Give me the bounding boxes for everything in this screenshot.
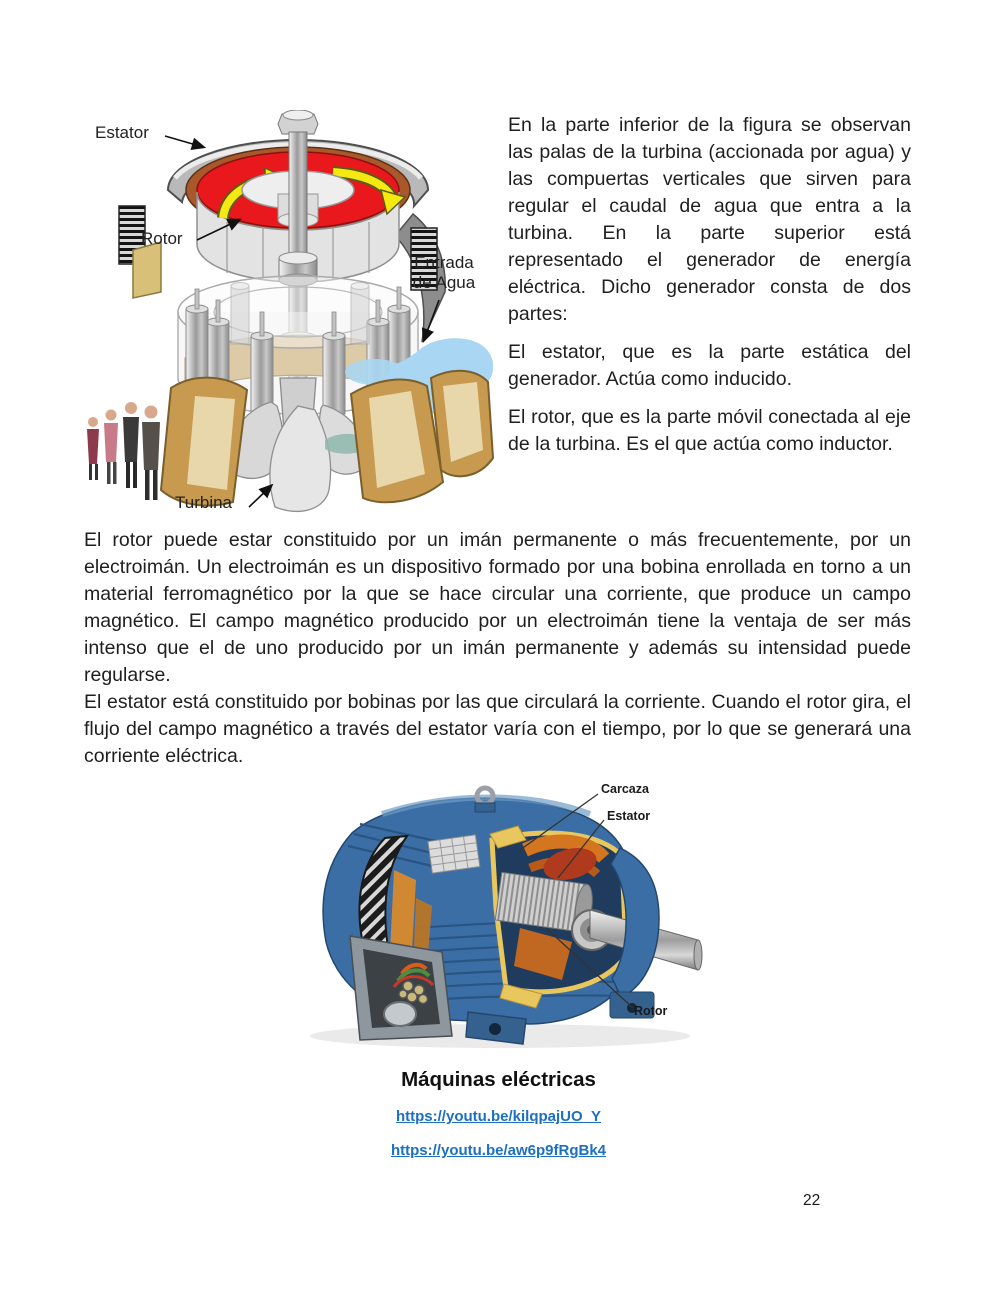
paragraph-rotor: El rotor, que es la parte móvil conectada al eje de la turbina. Es el que actúa como inductor.	[508, 406, 911, 455]
electric-motor-figure	[290, 778, 710, 1053]
side-text-column	[508, 112, 911, 469]
section-heading: Máquinas eléctricas	[401, 1068, 596, 1091]
page-number: 22	[803, 1192, 821, 1209]
paragraph-electroiman: El rotor puede estar constituido por un imán permanente o más frecuentemente, por un electroimán. Un electroimán es un dispositivo formado por una bobina enrollada en torno a un material ferromagnético por la que se hace circular una corriente, que produce un campo magnético. El campo magnético producido por un electroimán tiene la ventaja de ser más intenso que el de uno producido por un imán permanente y además su intensidad puede regularse.	[84, 529, 911, 686]
youtube-link-2[interactable]: https://youtu.be/aw6p9fRgBk4	[390, 1142, 607, 1159]
motor-label-estator: Estator	[607, 809, 651, 823]
turbine-generator-figure	[75, 110, 495, 530]
motor-label-rotor: Rotor	[634, 1004, 668, 1018]
turbine-label-estator: Estator	[95, 123, 149, 142]
paragraph-estator-bobinas: El estator está constituido por bobinas por las que circulará la corriente. Cuando el rotor gira, el flujo del campo magnético a través del estator varía con el tiempo, por lo que se generará una corriente eléctrica.	[84, 691, 911, 767]
paragraph-estator: El estator, que es la parte estática del generador. Actúa como inducido.	[508, 341, 911, 390]
people-scale-figures	[87, 402, 160, 500]
cutaway-interior	[490, 826, 702, 1008]
paragraph-figure-description: En la parte inferior de la figura se observan las palas de la turbina (accionada por agua) y las compuertas verticales que sirven para regular el caudal de agua que entra a la turbina. En la parte superior está representado el generador de energía eléctrica. Dicho generador consta de dos partes:	[508, 114, 911, 325]
turbine-label-rotor: Rotor	[141, 229, 183, 248]
youtube-link-1[interactable]: https://youtu.be/kilqpajUO_Y	[395, 1108, 601, 1125]
name-plate	[428, 835, 480, 873]
junction-box	[350, 936, 452, 1040]
turbine-label-entrada-de-agua: Entrada de Agua	[412, 253, 476, 292]
turbine-generator-illustration	[75, 110, 495, 530]
body-text	[84, 527, 911, 770]
turbine-label-turbina: Turbina	[175, 493, 233, 512]
motor-label-carcaza: Carcaza	[601, 782, 649, 796]
